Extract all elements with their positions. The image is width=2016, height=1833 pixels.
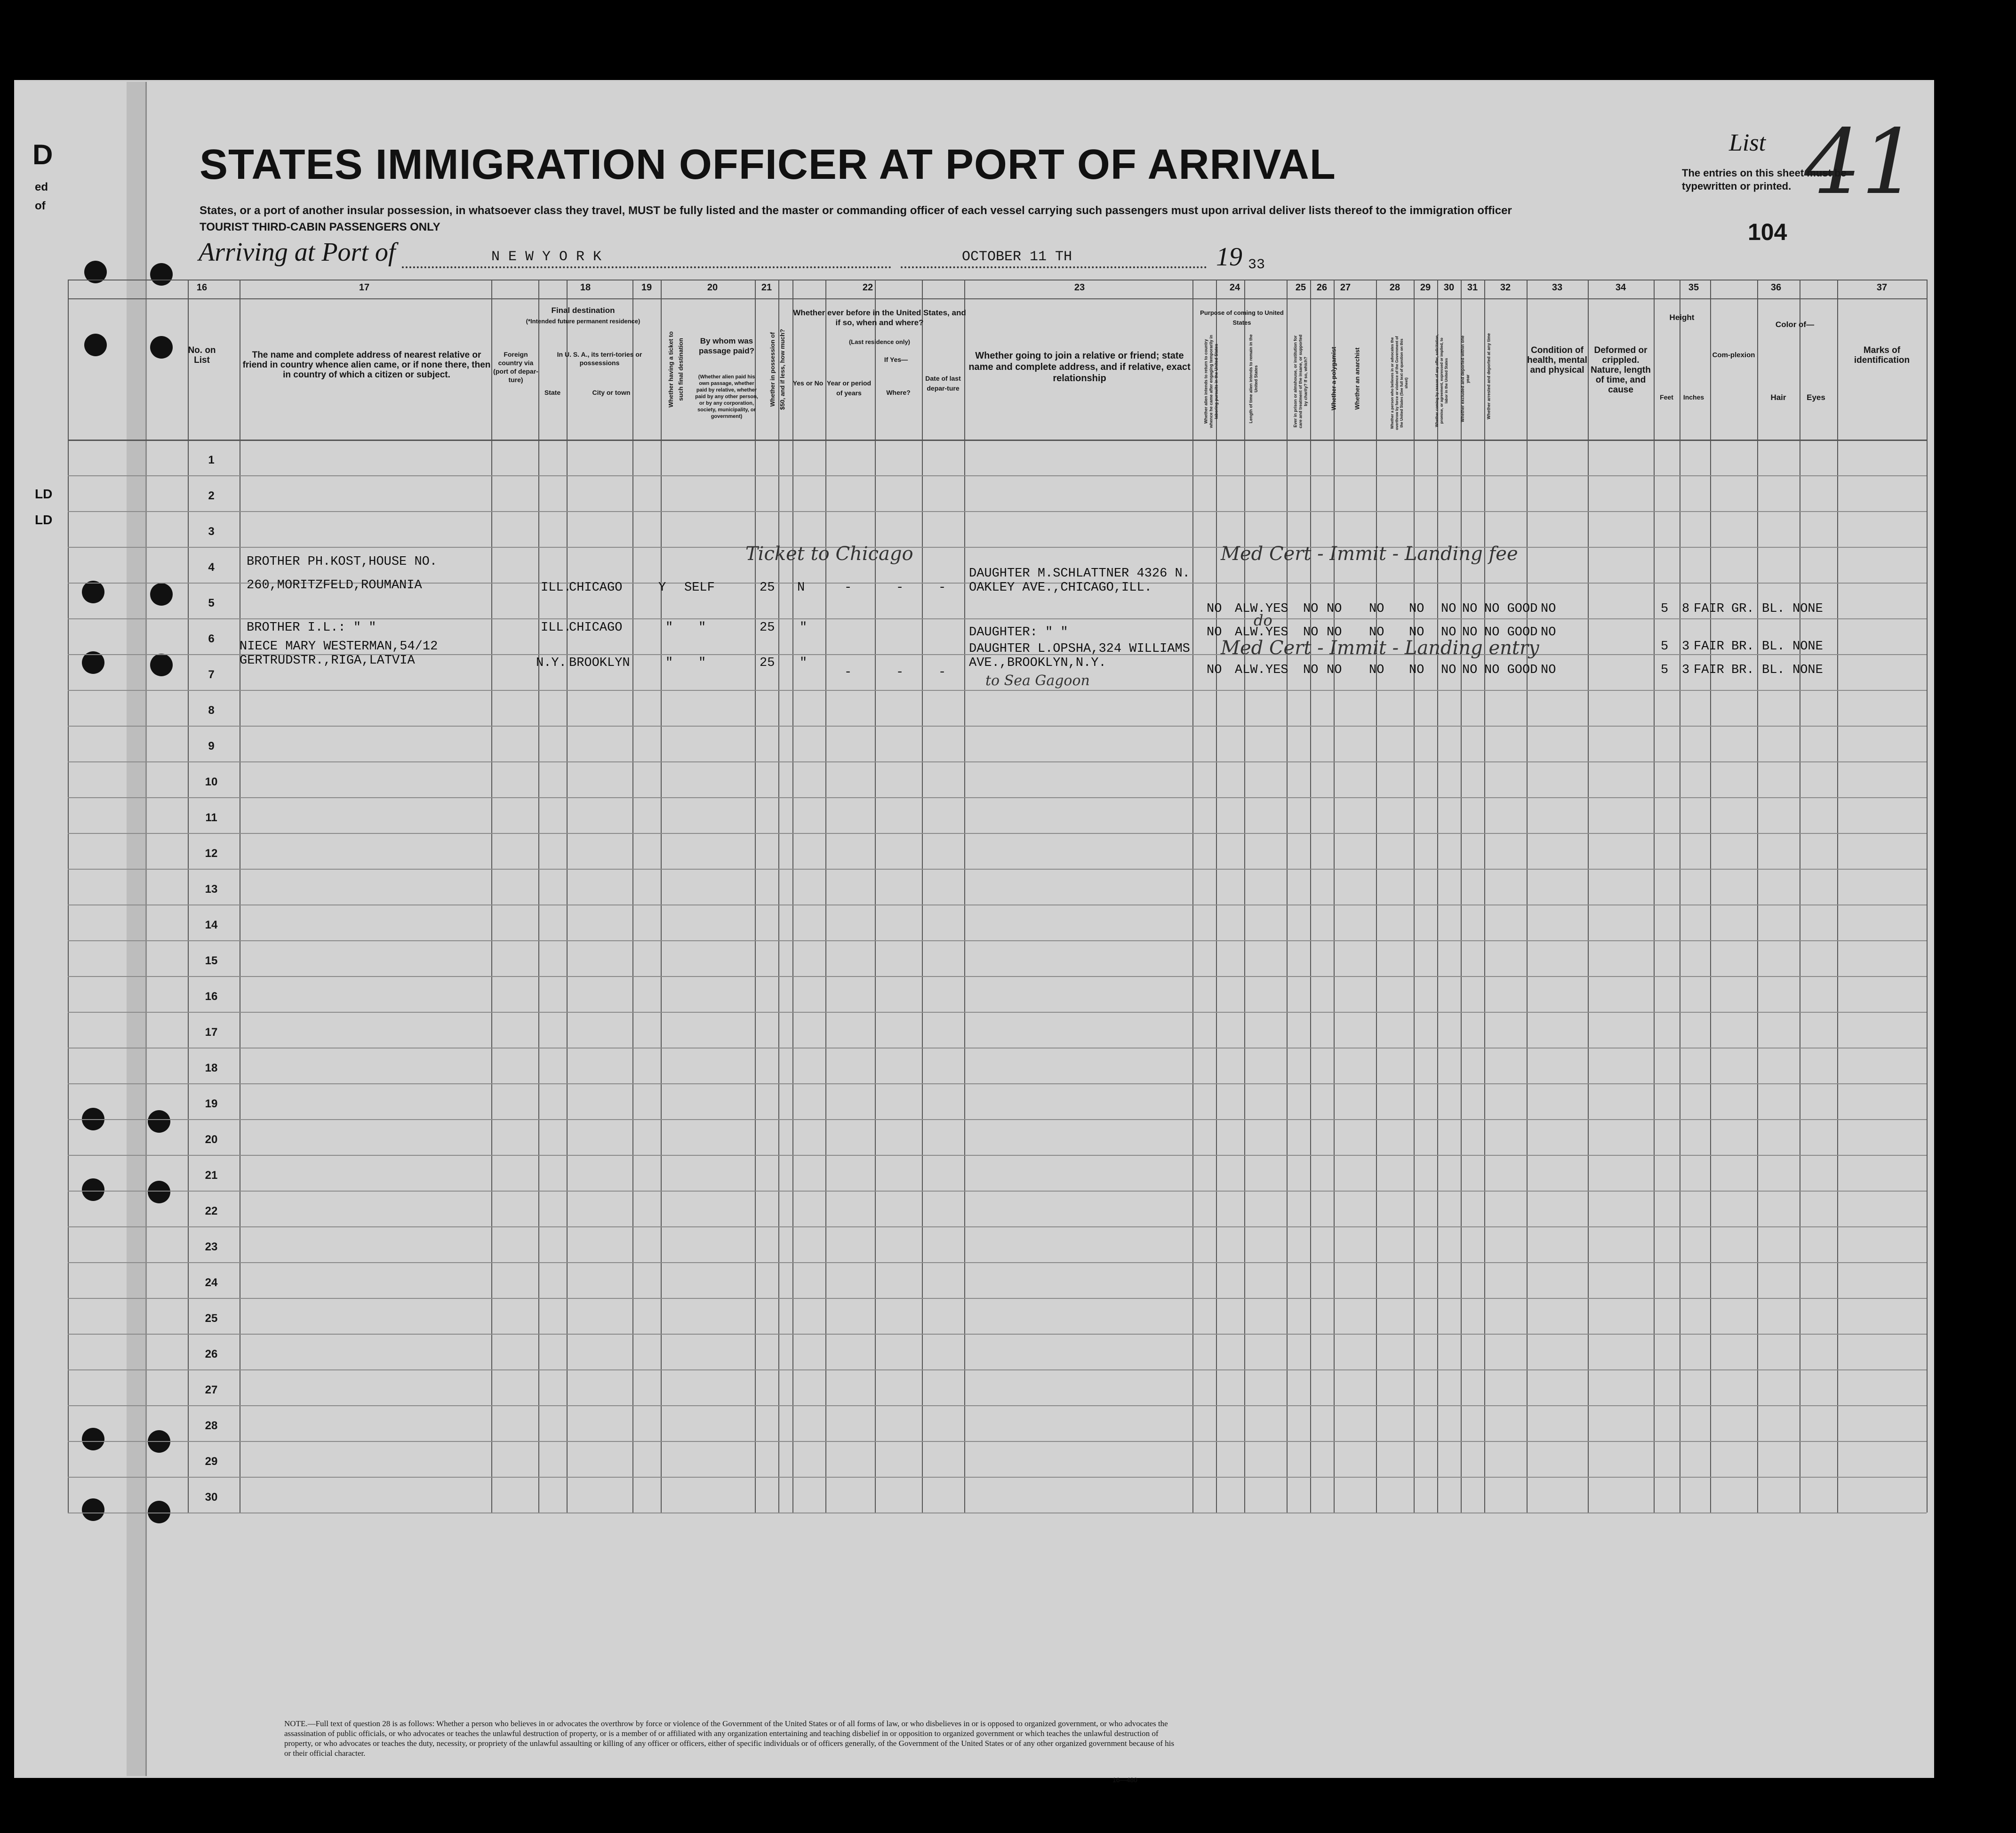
col-header-state: State	[544, 389, 561, 396]
row3-where: -	[896, 665, 904, 680]
table-row-line	[68, 618, 1927, 619]
table-column-line	[1710, 280, 1711, 1513]
arriving-label: Arriving at Port of	[199, 238, 396, 267]
row1-hair: GR.	[1731, 602, 1754, 616]
col-header-before-note: (Last residence only)	[848, 338, 911, 345]
column-number: 23	[1074, 282, 1085, 293]
row3-eyes: BL.	[1762, 663, 1785, 677]
row1-29: NO	[1409, 602, 1424, 616]
table-column-line	[1588, 280, 1589, 1513]
table-row-line	[68, 869, 1927, 870]
table-column-line	[1376, 280, 1377, 1513]
col-header-feet: Feet	[1660, 393, 1673, 401]
table-row-line	[68, 1369, 1927, 1370]
row1-feet: 5	[1661, 602, 1669, 616]
column-number: 17	[359, 282, 370, 293]
column-number: 25	[1295, 282, 1306, 293]
row-number: 20	[205, 1133, 218, 1146]
table-column-line	[964, 280, 965, 1513]
col-header-city: City or town	[592, 389, 631, 396]
row1-health: NO GOOD	[1484, 602, 1538, 616]
row3-city: BROOKLYN	[569, 656, 630, 670]
col-header-if-yes: If Yes—	[884, 356, 908, 363]
col-header-year: Year or period of years	[826, 379, 872, 397]
port-value: N E W Y O R K	[491, 249, 602, 265]
column-number: 29	[1420, 282, 1431, 293]
row2-24b: ALW.	[1235, 625, 1265, 640]
col-header-27: Whether an anarchist	[1353, 347, 1361, 410]
table-column-line	[922, 280, 923, 1513]
row2-deformed: NO	[1541, 625, 1556, 640]
row3-27: NO	[1327, 663, 1342, 677]
column-number: 22	[862, 282, 873, 293]
row3-marks: NONE	[1792, 663, 1823, 677]
row-number: 9	[208, 740, 215, 752]
row2-29: NO	[1409, 625, 1424, 640]
header-instruction: States, or a port of another insular possession, in whatsoever class they travel, MUST be fully listed and the master or commanding officer of each vessel carrying such passengers must upon arrival deliver lists thereof to the immigration officer	[200, 204, 1512, 217]
list-label: List	[1729, 129, 1766, 156]
col-header-final-destination: Final destination	[551, 306, 615, 315]
col-header-ticket: Whether having a ticket to such final destination	[667, 331, 684, 408]
row3-30: NO	[1441, 663, 1456, 677]
table-column-line	[1287, 280, 1288, 1513]
row2-27: NO	[1327, 625, 1342, 640]
table-column-line	[1757, 280, 1758, 1513]
table-row-line	[68, 1477, 1927, 1478]
col-header-31: Whether arrested and deported at any time	[1486, 333, 1491, 420]
column-number: 21	[761, 282, 772, 293]
row-number: 13	[205, 883, 218, 896]
table-column-line	[875, 280, 876, 1513]
col-header-complexion: Com-plexion	[1712, 351, 1755, 359]
table-row-line	[68, 940, 1927, 941]
row3-hair: BR.	[1731, 663, 1754, 677]
table-row-line	[68, 511, 1927, 512]
col-header-no: No. on List	[188, 345, 216, 365]
table-row-line	[68, 1083, 1927, 1084]
table-row-line	[68, 1262, 1927, 1263]
row3-health: NO GOOD	[1484, 663, 1538, 677]
table-row-line	[68, 726, 1927, 727]
row-number: 1	[208, 454, 215, 466]
page-title: STATES IMMIGRATION OFFICER AT PORT OF ARRIVAL	[200, 141, 1336, 188]
table-row-line	[68, 761, 1927, 762]
row1-26: NO	[1303, 602, 1319, 616]
table-column-line	[755, 280, 756, 1513]
row1-city: CHICAGO	[569, 581, 623, 595]
date-line	[901, 266, 1207, 268]
table-row-line	[68, 1298, 1927, 1299]
row1-28: NO	[1369, 602, 1384, 616]
row3-purpose-annotation: Med Cert - Immit - Landing entry	[1221, 637, 1539, 659]
row3-money: 25	[760, 656, 775, 670]
table-column-line	[1484, 280, 1485, 1513]
row1-25: YES	[1265, 602, 1288, 616]
col-header-date-last: Date of last depar-ture	[925, 375, 961, 392]
col-header-30: Whether excluded and deported within one year	[1460, 336, 1470, 423]
row1-30: NO	[1441, 602, 1456, 616]
row-number: 18	[205, 1062, 218, 1074]
row3-28: NO	[1369, 663, 1384, 677]
row1-relative-2: 260,MORITZFELD,ROUMANIA	[247, 578, 422, 592]
column-number: 24	[1229, 282, 1240, 293]
table-row-line	[68, 833, 1927, 834]
manifest-sheet	[14, 80, 1934, 1784]
row-number: 27	[205, 1384, 218, 1396]
row-number: 12	[205, 847, 218, 860]
row3-26: NO	[1303, 663, 1319, 677]
row1-24a: NO	[1207, 602, 1222, 616]
port-line	[402, 266, 891, 268]
row1-purpose-annotation: Med Cert - Immit - Landing fee	[1221, 543, 1518, 565]
cut-off-letter: ed	[35, 181, 48, 193]
row2-31: NO	[1462, 625, 1478, 640]
row3-29: NO	[1409, 663, 1424, 677]
table-column-line	[825, 280, 826, 1513]
row2-relative: BROTHER I.L.: " "	[247, 621, 376, 635]
row-number: 3	[208, 525, 215, 538]
row2-before: "	[800, 621, 808, 635]
table-column-line	[1927, 280, 1928, 1513]
column-number: 31	[1467, 282, 1478, 293]
year-prefix: 19	[1216, 242, 1242, 272]
col-header-passage-note: (Whether alien paid his own passage, whether paid by relative, whether paid by any other person, or by any corporation, society, municipality, or government)	[695, 374, 758, 419]
table-column-line	[567, 280, 568, 1513]
row2-paid: "	[698, 621, 706, 635]
column-number: 36	[1770, 282, 1782, 293]
table-row-line	[68, 1191, 1927, 1192]
row-number: 4	[208, 561, 215, 574]
row1-join: DAUGHTER M.SCHLATTNER 4326 N.	[969, 567, 1190, 581]
row2-state: ILL.	[541, 621, 571, 635]
row1-state: ILL.	[541, 581, 571, 595]
table-column-line	[1414, 280, 1415, 1513]
col-header-deformed: Deformed or crippled. Nature, length of time, and cause	[1591, 345, 1651, 395]
row3-feet: 5	[1661, 663, 1669, 677]
table-row-line	[68, 1405, 1927, 1406]
row-number: 25	[205, 1312, 218, 1325]
table-column-line	[1310, 280, 1311, 1513]
col-header-relative: The name and complete address of nearest relative or friend in country whence alien came, or if none there, then in country of which a citizen or subject.	[242, 350, 491, 380]
page-number: 104	[1748, 219, 1787, 245]
cut-off-letter: of	[35, 200, 46, 212]
row2-health: NO GOOD	[1484, 625, 1538, 640]
column-number: 18	[580, 282, 591, 293]
col-header-24a: Whether alien intends to return to country whence he came after engaging temporarily in laboring pursuits in the United States	[1203, 335, 1219, 428]
row-number: 23	[205, 1241, 218, 1253]
col-header-purpose: Purpose of coming to United States	[1200, 309, 1284, 326]
table-column-line	[632, 280, 633, 1513]
row1-date-last: -	[938, 581, 946, 595]
table-column-line	[1437, 280, 1438, 1513]
table-row-line	[68, 1226, 1927, 1227]
row-number: 22	[205, 1205, 218, 1217]
col-header-color: Color of—	[1775, 320, 1815, 329]
table-row-line	[68, 690, 1927, 691]
date-value: OCTOBER 11 TH	[962, 249, 1072, 265]
row3-join-2: AVE.,BROOKLYN,N.Y.	[969, 656, 1106, 670]
table-header-line	[68, 440, 1927, 441]
column-number: 27	[1340, 282, 1351, 293]
table-column-line	[1192, 280, 1193, 1513]
table-row-line	[68, 797, 1927, 798]
table-column-line	[1244, 280, 1245, 1513]
cut-off-letter: LD	[35, 487, 53, 501]
column-number: 19	[641, 282, 652, 293]
row3-24a: NO	[1207, 663, 1222, 677]
row3-relative: NIECE MARY WESTERMAN,54/12	[240, 640, 438, 654]
table-column-line	[1461, 280, 1462, 1513]
row-number: 10	[205, 776, 218, 788]
row-number: 6	[208, 632, 215, 645]
row1-eyes: BL.	[1762, 602, 1785, 616]
col-header-usa: In U. S. A., its terri-tories or possessions	[557, 351, 642, 367]
row1-31: NO	[1462, 602, 1478, 616]
column-number: 34	[1615, 282, 1626, 293]
col-header-hair: Hair	[1770, 393, 1786, 402]
table-row-line	[68, 1155, 1927, 1156]
row2-25: YES	[1265, 625, 1288, 640]
row-number: 11	[205, 811, 217, 824]
row3-25: YES	[1265, 663, 1288, 677]
col-header-passage: By whom was passage paid?	[698, 336, 755, 355]
table-column-line	[188, 280, 189, 1513]
table-column-line	[792, 280, 793, 1513]
row1-paid: SELF	[684, 581, 715, 595]
row3-date-last: -	[938, 665, 946, 680]
column-number: 16	[196, 282, 208, 293]
row1-year: -	[844, 581, 852, 595]
row-number: 16	[205, 990, 218, 1003]
row2-ticket: "	[665, 621, 673, 635]
row2-30: NO	[1441, 625, 1456, 640]
column-number: 33	[1552, 282, 1563, 293]
col-header-29: Whether coming by reason of any offer, solicitation, promise, or agreement, expressed or implied, to labor in the United States	[1435, 334, 1448, 427]
row2-marks: NONE	[1792, 640, 1823, 654]
table-row-line	[68, 1012, 1927, 1013]
row-number: 21	[205, 1169, 218, 1182]
cut-off-letter: D	[32, 139, 53, 170]
col-header-before-us: Whether ever before in the United States, and if so, when and where?	[793, 308, 966, 327]
col-header-eyes: Eyes	[1807, 393, 1825, 402]
row2-eyes: BL.	[1762, 640, 1785, 654]
row1-deformed: NO	[1541, 602, 1556, 616]
table-column-line	[1527, 280, 1528, 1513]
row3-relative-2: GERTRUDSTR.,RIGA,LATVIA	[240, 654, 415, 668]
row2-hair: BR.	[1731, 640, 1754, 654]
row3-join-annotation: to Sea Gagoon	[985, 672, 1090, 689]
row2-ditto-annotation: do	[1254, 611, 1272, 629]
row1-ticket: Y	[658, 581, 666, 595]
col-header-marks: Marks of identification	[1854, 345, 1910, 365]
table-column-line	[491, 280, 492, 1513]
row-number: 24	[205, 1276, 218, 1289]
row-number: 14	[205, 919, 218, 931]
row3-31: NO	[1462, 663, 1478, 677]
manifest-table	[68, 280, 1927, 1644]
row-number: 29	[205, 1455, 218, 1468]
row1-where: -	[896, 581, 904, 595]
table-row-line	[68, 976, 1927, 977]
row-number: 8	[208, 704, 215, 717]
row-number: 17	[205, 1026, 218, 1039]
col-header-joining: Whether going to join a relative or friend; state name and complete address, and if relative, exact relationship	[968, 351, 1191, 384]
column-number: 30	[1443, 282, 1455, 293]
col-header-where: Where?	[886, 389, 911, 396]
footnote: NOTE.—Full text of question 28 is as follows: Whether a person who believes in or advocates the overthrow by force or violence of the Government of the United States or of all forms of law, or who disbelieves in or is opposed to organized government, or who advocates the assassination of public officials, or who advocates or teaches the unlawful destruction of property, or is a member of or affiliated with any organization entertaining and teaching disbelief in or opposition to organized government or which teaches the unlawful destruction of property, or who advocates or teaches the duty, necessity, or propriety of the unlawful assaulting or killing of any officer or officers, either of specific individuals or of officers generally, of the Government of the United States or of any other organized government because of his or their official character.	[284, 1719, 1175, 1758]
row3-ticket: "	[665, 656, 673, 670]
table-row-line	[68, 1334, 1927, 1335]
table-row-line	[68, 475, 1927, 476]
row1-join-2: OAKLEY AVE.,CHICAGO,ILL.	[969, 581, 1152, 595]
list-note: The entries on this sheet must be typewritten or printed.	[1682, 167, 1847, 192]
row3-join: DAUGHTER L.OPSHA,324 WILLIAMS	[969, 642, 1190, 656]
col-header-24b: Length of time alien intends to remain in the United States	[1248, 334, 1258, 424]
row3-state: N.Y.	[536, 656, 567, 670]
row1-ticket-annotation: Ticket to Chicago	[745, 543, 913, 565]
row2-24a: NO	[1207, 625, 1222, 640]
column-number: 28	[1389, 282, 1400, 293]
table-column-line	[1837, 280, 1838, 1513]
row-number: 19	[205, 1097, 218, 1110]
row1-inches: 8	[1682, 602, 1690, 616]
col-header-25: Ever in prison or almshouse, or institution for care and treatment of the insane, or supported by charity? If so, which?	[1293, 334, 1308, 429]
row2-join: DAUGHTER: " "	[969, 625, 1068, 640]
col-header-inches: Inches	[1683, 393, 1704, 401]
row1-24b: ALW.	[1235, 602, 1265, 616]
row-number: 26	[205, 1348, 218, 1361]
row1-marks: NONE	[1792, 602, 1823, 616]
row2-28: NO	[1369, 625, 1384, 640]
row-number: 28	[205, 1419, 218, 1432]
table-column-line	[538, 280, 539, 1513]
column-number: 26	[1316, 282, 1328, 293]
row3-before: "	[800, 656, 808, 670]
col-header-yes-no: Yes or No	[792, 379, 824, 387]
column-number: 35	[1688, 282, 1699, 293]
table-column-line	[1334, 280, 1335, 1513]
table-row-line	[68, 1441, 1927, 1442]
cut-off-letter: LD	[35, 512, 53, 527]
row1-27: NO	[1327, 602, 1342, 616]
column-number: 32	[1500, 282, 1511, 293]
row1-before: N	[797, 581, 805, 595]
row-number: 30	[205, 1491, 218, 1504]
col-header-26: Whether a polygamist	[1330, 346, 1337, 411]
table-row-line	[68, 547, 1927, 548]
table-column-line	[661, 280, 662, 1513]
row2-city: CHICAGO	[569, 621, 623, 635]
col-header-height: Height	[1669, 313, 1695, 322]
col-header-28: Whether a person who believes in or advocates the overthrow by force or violence of the Government of the United States (See full text of question on this sheet)	[1390, 336, 1408, 430]
col-header-final-note: (*Intended future permanent residence)	[526, 318, 640, 325]
year-suffix: 33	[1248, 257, 1265, 273]
table-column-line	[1216, 280, 1217, 1513]
row-number: 5	[208, 597, 215, 609]
row2-feet: 5	[1661, 640, 1669, 654]
row-number: 7	[208, 668, 215, 681]
table-row-line	[68, 1119, 1927, 1120]
col-header-money: Whether in possession of $50, and if less, how much?	[769, 329, 786, 410]
row1-complexion: FAIR	[1694, 602, 1724, 616]
table-row-line	[68, 904, 1927, 905]
row2-inches: 3	[1682, 640, 1690, 654]
col-header-foreign: Foreign country via (port of depar-ture)	[493, 351, 538, 384]
row3-year: -	[844, 665, 852, 680]
row3-24b: ALW.	[1235, 663, 1265, 677]
table-column-line	[1654, 280, 1655, 1513]
table-column-line	[68, 280, 69, 1513]
list-number-handwritten: 41	[1804, 110, 1918, 214]
row3-inches: 3	[1682, 663, 1690, 677]
row3-paid: "	[698, 656, 706, 670]
row-number: 2	[208, 489, 215, 502]
col-header-health: Condition of health, mental and physical	[1527, 345, 1587, 375]
row3-deformed: NO	[1541, 663, 1556, 677]
form-number: 16—480	[1112, 1776, 1137, 1784]
table-column-line	[778, 280, 779, 1513]
row2-26: NO	[1303, 625, 1319, 640]
column-number: 37	[1876, 282, 1888, 293]
row2-complexion: FAIR	[1694, 640, 1724, 654]
row2-money: 25	[760, 621, 775, 635]
row3-complexion: FAIR	[1694, 663, 1724, 677]
table-row-line	[68, 1048, 1927, 1049]
column-number: 20	[707, 282, 718, 293]
row1-relative: BROTHER PH.KOST,HOUSE NO.	[247, 555, 438, 569]
table-header-line	[68, 298, 1927, 299]
row-number: 15	[205, 954, 218, 967]
row1-money: 25	[760, 581, 775, 595]
header-class: TOURIST THIRD-CABIN PASSENGERS ONLY	[200, 221, 440, 233]
